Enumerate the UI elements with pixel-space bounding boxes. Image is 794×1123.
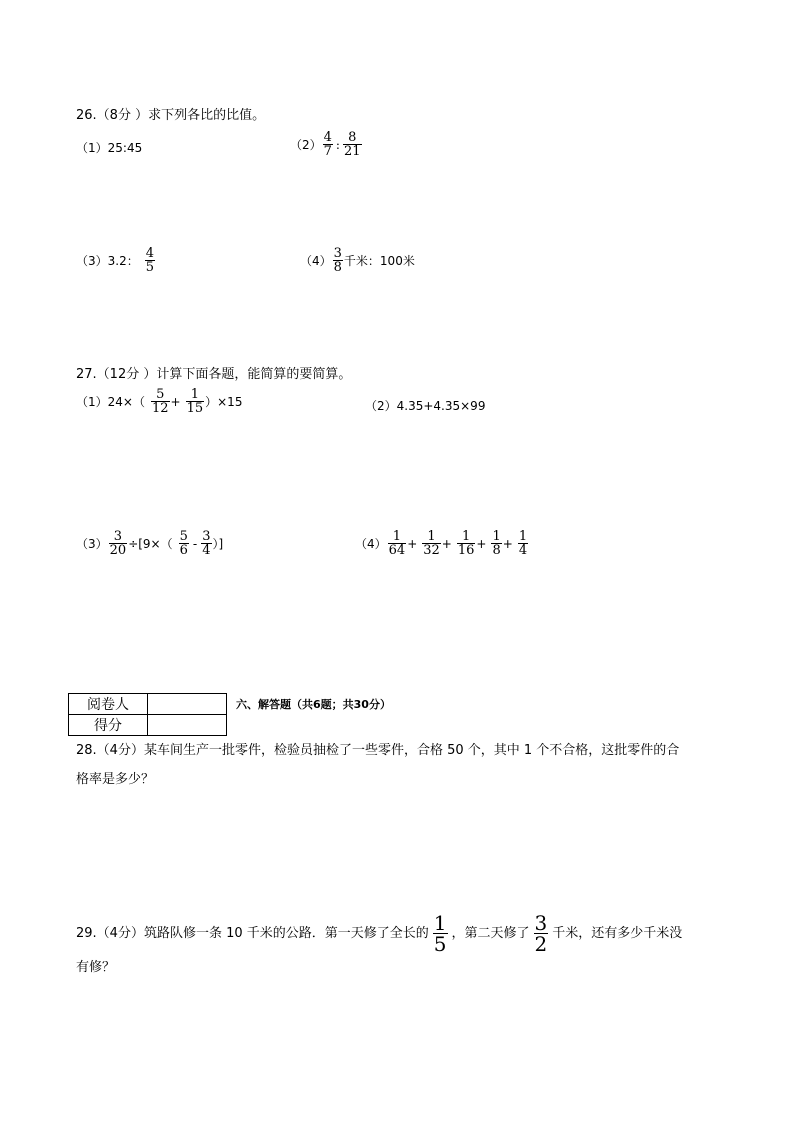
denominator: 4 [202, 543, 211, 558]
q27-part4-term-2 [422, 530, 441, 557]
q26-part3-fraction [145, 247, 155, 274]
q27-part2-text: （2）4.35+4.35×99 [365, 399, 486, 413]
q29-line2: 有修？ [76, 960, 116, 975]
q29-part1: 29.（4分）筑路队修一条 10 千米的公路．第一天修了全长的 [76, 925, 429, 941]
numerator: 3 [202, 529, 211, 544]
q28-line1: 28.（4分）某车间生产一批零件，检验员抽检了一些零件，合格 50 个，其中 1 个不合格，这批零件的合 [76, 743, 680, 758]
q26-part2-label: （2） [290, 138, 322, 152]
q27-part3-label: （3） [76, 537, 108, 551]
q27-part3-fraction-3 [201, 530, 211, 557]
numerator: 5 [156, 387, 165, 402]
reviewer-label: 阅卷人 [69, 694, 148, 715]
q26-part4 [300, 247, 415, 274]
numerator: 1 [392, 529, 402, 544]
denominator: 64 [388, 543, 406, 558]
denominator: 8 [333, 260, 342, 275]
q26-part1 [76, 139, 142, 156]
q26-part2-fraction-1 [323, 131, 333, 158]
numerator: 4 [323, 130, 332, 145]
score-label: 得分 [69, 715, 148, 736]
q27-part1-fraction-2 [186, 388, 205, 415]
q27-part1-fraction-1 [151, 388, 170, 415]
numerator: 3 [333, 246, 342, 261]
denominator: 21 [343, 144, 361, 159]
denominator: 20 [109, 543, 127, 558]
q27-part4-term-4 [491, 530, 501, 557]
numerator: 1 [433, 911, 447, 935]
q27-part4-term-3 [457, 530, 476, 557]
ratio-sign: : [335, 137, 340, 152]
plus-sign: + [407, 536, 418, 551]
score-box [68, 693, 227, 736]
q27-part4-term-1 [388, 530, 407, 557]
q27-part1 [76, 388, 242, 415]
denominator: 6 [179, 543, 188, 558]
numerator: 5 [179, 529, 188, 544]
q27-part1-label: （1）24×（ [76, 395, 145, 409]
denominator: 5 [145, 260, 155, 275]
minus-sign: - [192, 536, 198, 551]
q27-part3-mid: ÷[9×（ [128, 537, 173, 551]
q26-part4-fraction [333, 247, 343, 274]
q27-part3 [76, 530, 223, 557]
numerator: 1 [190, 387, 199, 402]
q27-part4-label: （4） [355, 537, 387, 551]
q27-part4 [355, 530, 529, 557]
q29-fraction-1 [433, 913, 448, 954]
reviewer-blank [148, 694, 227, 715]
numerator: 1 [427, 529, 436, 544]
numerator: 1 [461, 529, 471, 544]
denominator: 16 [457, 543, 475, 558]
plus-sign: + [170, 394, 181, 409]
q26-part4-label: （4） [300, 254, 332, 268]
denominator: 12 [151, 401, 169, 416]
denominator: 4 [518, 543, 528, 558]
q26-part2 [290, 131, 363, 158]
numerator: 1 [518, 529, 528, 544]
denominator: 2 [534, 932, 548, 956]
q29-line1 [76, 913, 682, 954]
q27-part2 [365, 397, 485, 414]
q29-part2: ，第二天修了 [451, 925, 530, 941]
numerator: 3 [534, 911, 548, 935]
q26-part2-fraction-2 [343, 131, 362, 158]
numerator: 8 [348, 130, 357, 145]
plus-sign: + [502, 536, 513, 551]
q29-fraction-2 [534, 913, 549, 954]
numerator: 3 [113, 529, 123, 544]
q26-part3 [76, 247, 156, 274]
plus-sign: + [441, 536, 452, 551]
denominator: 8 [492, 543, 501, 558]
denominator: 5 [433, 932, 447, 956]
plus-sign: + [476, 536, 487, 551]
q26-part4-tail: 千米：100米 [343, 254, 415, 268]
q28-line2: 格率是多少？ [76, 772, 155, 787]
q29-part3: 千米，还有多少千米没 [552, 925, 683, 941]
score-blank [148, 715, 227, 736]
numerator: 1 [492, 529, 501, 544]
q26-part1-text: （1）25:45 [76, 141, 143, 155]
denominator: 7 [323, 144, 332, 159]
q27-part3-fraction-2 [179, 530, 189, 557]
q27-header: 27.（12分 ）计算下面各题，能简算的要简算。 [76, 367, 352, 382]
section-title: 六、解答题（共6题；共30分） [236, 698, 391, 711]
q27-part3-tail: ）] [212, 537, 224, 551]
q27-part4-term-5 [518, 530, 528, 557]
q26-header: 26.（8分 ）求下列各比的比值。 [76, 108, 266, 123]
denominator: 32 [423, 543, 440, 558]
q27-part1-tail: ）×15 [205, 395, 243, 409]
q27-part3-fraction-1 [109, 530, 128, 557]
numerator: 4 [145, 246, 155, 261]
q26-part3-label: （3）3.2： [76, 254, 139, 268]
denominator: 15 [186, 401, 204, 416]
